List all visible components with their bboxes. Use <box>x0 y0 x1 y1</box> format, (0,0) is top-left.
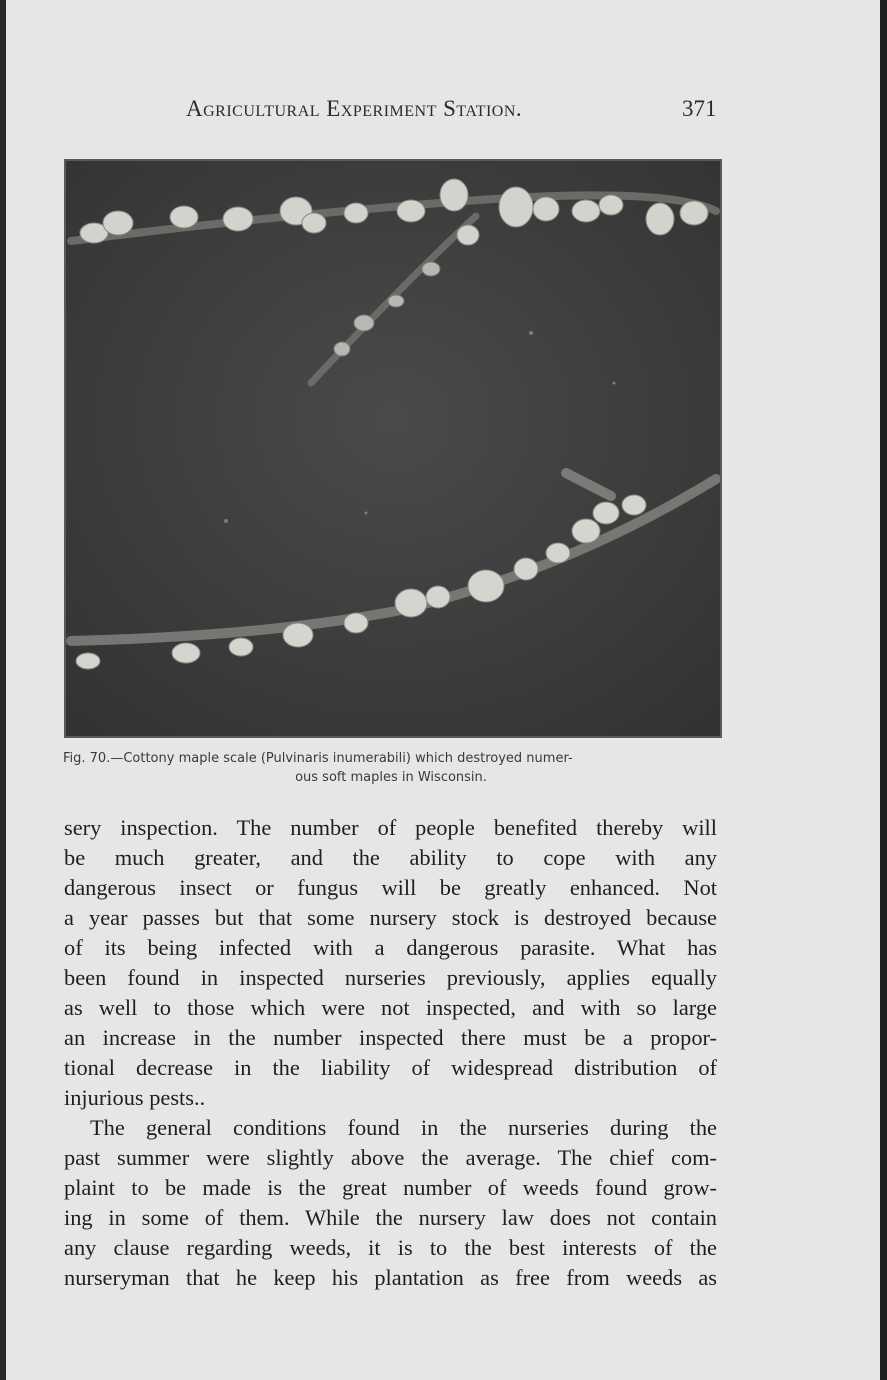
page-number: 371 <box>682 96 717 121</box>
figure-caption <box>61 749 721 787</box>
body-line: any clause regarding weeds, it is to the best interests of the <box>64 1235 717 1260</box>
body-line: nurseryman that he keep his plantation as free from weeds as <box>64 1265 717 1290</box>
body-line: The general conditions found in the nurseries during the <box>90 1115 717 1140</box>
body-line: an increase in the number inspected there must be a propor- <box>64 1025 717 1050</box>
body-line: been found in inspected nurseries previously, applies equally <box>64 965 717 990</box>
running-head-title: Agricultural Experiment Station. <box>186 96 523 121</box>
scan-edge <box>880 0 887 1380</box>
body-line: injurious pests.. <box>64 1085 206 1110</box>
caption-line-2: ous soft maples in Wisconsin. <box>295 770 487 785</box>
body-line: a year passes but that some nursery stock is destroyed because <box>64 905 717 930</box>
caption-line-1: Fig. 70.—Cottony maple scale (Pulvinaris inumerabili) which destroyed numer- <box>63 751 573 766</box>
cottony-maple-scale-photo <box>66 161 720 736</box>
body-text <box>64 813 717 1293</box>
body-line: be much greater, and the ability to cope with any <box>64 845 717 870</box>
body-line: of its being infected with a dangerous parasite. What has <box>64 935 717 960</box>
book-page <box>6 0 880 1380</box>
body-line: as well to those which were not inspected, and with so large <box>64 995 717 1020</box>
body-line: plaint to be made is the great number of weeds found grow- <box>64 1175 717 1200</box>
body-line: dangerous insect or fungus will be greatly enhanced. Not <box>64 875 717 900</box>
body-line: tional decrease in the liability of widespread distribution of <box>64 1055 717 1080</box>
body-line: past summer were slightly above the average. The chief com- <box>64 1145 717 1170</box>
figure-photograph <box>64 159 722 738</box>
body-line: ing in some of them. While the nursery law does not contain <box>64 1205 717 1230</box>
body-line: sery inspection. The number of people benefited thereby will <box>64 815 717 840</box>
running-head <box>6 96 880 128</box>
